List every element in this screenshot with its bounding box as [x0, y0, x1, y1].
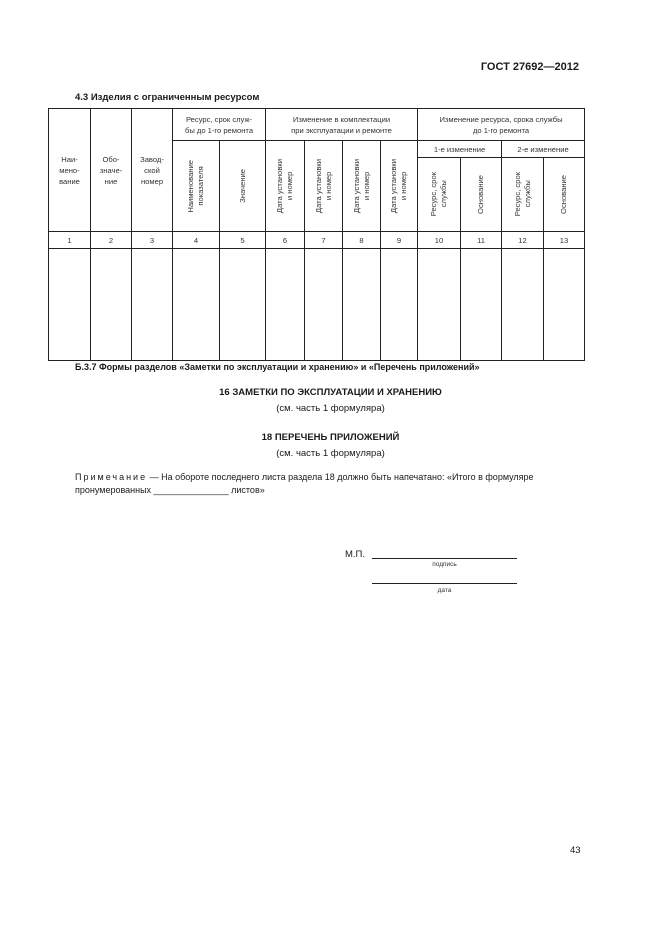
header-resource-change-group: Изменение ресурса, срока службы до 1-го ремонта [418, 109, 585, 141]
col-number: 7 [305, 232, 343, 249]
stamp-label: М.П. [345, 549, 366, 560]
section-16-subtitle: (см. часть 1 формуляра) [276, 403, 385, 414]
note-label: Примечание [75, 472, 148, 482]
col-number: 9 [381, 232, 418, 249]
empty-cell [502, 249, 544, 361]
signature-line [372, 558, 517, 559]
header-designation: Обо- значе- ние [91, 109, 132, 232]
col-number: 4 [173, 232, 220, 249]
page-number: 43 [570, 845, 581, 856]
empty-cell [381, 249, 418, 361]
section-18-title: 18 ПЕРЕЧЕНЬ ПРИЛОЖЕНИЙ [261, 432, 400, 443]
header-install-date-4: Дата установки и номер [381, 141, 418, 232]
header-install-date-1: Дата установки и номер [266, 141, 305, 232]
header-install-date-2: Дата установки и номер [305, 141, 343, 232]
col-number: 2 [91, 232, 132, 249]
header-resource-1: Ресурс, срок службы [418, 158, 461, 232]
header-second-change: 2-е изменение [502, 141, 585, 158]
header-name: Наи- мено- вание [49, 109, 91, 232]
empty-cell [173, 249, 220, 361]
empty-cell [49, 249, 91, 361]
header-resource-group: Ресурс, срок служ- бы до 1-го ремонта [173, 109, 266, 141]
signature-caption: подпись [432, 561, 457, 568]
limited-resource-table [48, 108, 585, 361]
empty-cell [343, 249, 381, 361]
section-16-title: 16 ЗАМЕТКИ ПО ЭКСПЛУАТАЦИИ И ХРАНЕНИЮ [219, 387, 442, 398]
col-number: 3 [132, 232, 173, 249]
header-basis-1: Основание [461, 158, 502, 232]
column-numbers-row [49, 232, 585, 249]
col-number: 6 [266, 232, 305, 249]
header-configuration-group: Изменение в комплектации при эксплуатации и ремонте [266, 109, 418, 141]
empty-cell [132, 249, 173, 361]
header-serial-number: Завод- ской номер [132, 109, 173, 232]
header-resource-2: Ресурс, срок службы [502, 158, 544, 232]
empty-cell [266, 249, 305, 361]
section-18-subtitle: (см. часть 1 формуляра) [276, 448, 385, 459]
empty-cell [544, 249, 585, 361]
date-line [372, 583, 517, 584]
header-install-date-3: Дата установки и номер [343, 141, 381, 232]
b37-heading: Б.3.7 Формы разделов «Заметки по эксплуатации и хранению» и «Перечень приложений» [75, 362, 480, 372]
header-indicator-name: Наименование показателя [173, 141, 220, 232]
table-body-row [49, 249, 585, 361]
date-caption: дата [437, 587, 452, 594]
note-paragraph [75, 471, 583, 497]
col-number: 12 [502, 232, 544, 249]
empty-cell [91, 249, 132, 361]
header-value: Значение [220, 141, 266, 232]
note-text: — На обороте последнего листа раздела 18 должно быть напечатано: «Итого в формуляре пронумерованных _______________ листов» [75, 472, 534, 495]
empty-cell [418, 249, 461, 361]
section-title: 4.3 Изделия с ограниченным ресурсом [75, 92, 260, 103]
col-number: 5 [220, 232, 266, 249]
header-first-change: 1-е изменение [418, 141, 502, 158]
col-number: 11 [461, 232, 502, 249]
col-number: 8 [343, 232, 381, 249]
col-number: 10 [418, 232, 461, 249]
standard-number: ГОСТ 27692—2012 [480, 61, 579, 73]
col-number: 1 [49, 232, 91, 249]
header-basis-2: Основание [544, 158, 585, 232]
empty-cell [305, 249, 343, 361]
empty-cell [461, 249, 502, 361]
empty-cell [220, 249, 266, 361]
col-number: 13 [544, 232, 585, 249]
